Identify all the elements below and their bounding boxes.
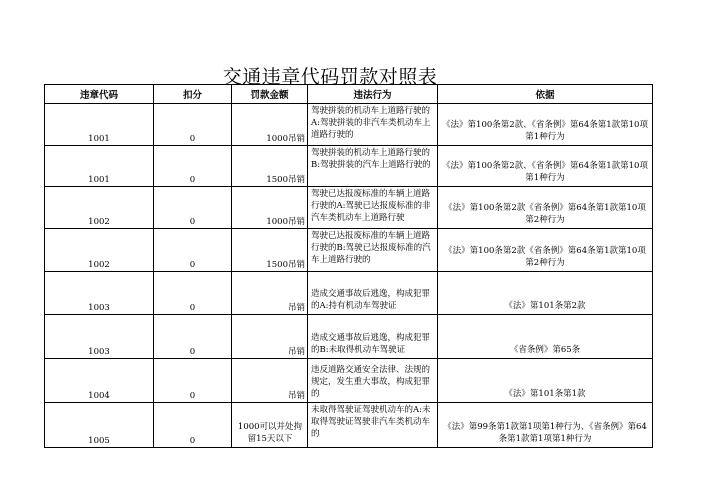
points-cell: 0 bbox=[154, 403, 232, 448]
table-row bbox=[45, 187, 653, 229]
header-fine: 罚款金额 bbox=[232, 85, 308, 104]
fine-cell: 1000吊销 bbox=[232, 104, 308, 146]
basis-cell: 《法》第100条第2款、《省条例》第64条第1款第10项第1种行为 bbox=[438, 146, 653, 187]
table-row bbox=[45, 104, 653, 146]
basis-cell: 《法》第100条第2款《省条例》第64条第1款第10项第2种行为 bbox=[438, 229, 653, 272]
basis-cell: 《省条例》第65条 bbox=[438, 315, 653, 359]
basis-cell: 《法》第101条第2款 bbox=[438, 272, 653, 315]
act-cell: 驾驶拼装的机动车上道路行驶的B:驾驶拼装的汽车上道路行驶的 bbox=[308, 146, 438, 187]
act-cell: 未取得驾驶证驾驶机动车的A:未取得驾驶证驾驶非汽车类机动车的 bbox=[308, 403, 438, 448]
points-cell: 0 bbox=[154, 146, 232, 187]
points-cell: 0 bbox=[154, 359, 232, 403]
code-cell: 1001 bbox=[45, 146, 154, 187]
header-basis: 依据 bbox=[438, 85, 653, 104]
violation-table bbox=[44, 84, 653, 448]
points-cell: 0 bbox=[154, 229, 232, 272]
points-cell: 0 bbox=[154, 187, 232, 229]
basis-cell: 《法》第99条第1款第1项第1种行为、《省条例》第64条第1款第1项第1种行为 bbox=[438, 403, 653, 448]
header-act: 违法行为 bbox=[308, 85, 438, 104]
code-cell: 1001 bbox=[45, 104, 154, 146]
table-row bbox=[45, 229, 653, 272]
act-cell: 驾驶已达报废标准的车辆上道路行驶的B:驾驶已达报废标准的汽车上道路行驶的 bbox=[308, 229, 438, 272]
act-cell: 违反道路交通安全法律、法规的规定，发生重大事故，构成犯罪的 bbox=[308, 359, 438, 403]
table-row bbox=[45, 359, 653, 403]
fine-cell: 1000可以并处拘留15天以下 bbox=[232, 403, 308, 448]
points-cell: 0 bbox=[154, 104, 232, 146]
code-cell: 1002 bbox=[45, 229, 154, 272]
header-row bbox=[45, 85, 653, 104]
code-cell: 1003 bbox=[45, 272, 154, 315]
code-cell: 1002 bbox=[45, 187, 154, 229]
page-title: 交通违章代码罚款对照表 bbox=[222, 66, 438, 88]
act-cell: 造成交通事故后逃逸，构成犯罪的B:未取得机动车驾驶证 bbox=[308, 315, 438, 359]
points-cell: 0 bbox=[154, 315, 232, 359]
table-row bbox=[45, 272, 653, 315]
act-cell: 驾驶已达报废标准的车辆上道路行驶的A:驾驶已达报废标准的非汽车类机动车上道路行驶 bbox=[308, 187, 438, 229]
fine-cell: 吊销 bbox=[232, 272, 308, 315]
code-cell: 1004 bbox=[45, 359, 154, 403]
fine-cell: 吊销 bbox=[232, 315, 308, 359]
act-cell: 造成交通事故后逃逸，构成犯罪的A:持有机动车驾驶证 bbox=[308, 272, 438, 315]
fine-cell: 1500吊销 bbox=[232, 146, 308, 187]
basis-cell: 《法》第101条第1款 bbox=[438, 359, 653, 403]
table-row bbox=[45, 403, 653, 448]
fine-cell: 1000吊销 bbox=[232, 187, 308, 229]
fine-cell: 吊销 bbox=[232, 359, 308, 403]
code-cell: 1003 bbox=[45, 315, 154, 359]
act-cell: 驾驶拼装的机动车上道路行驶的A:驾驶拼装的非汽车类机动车上道路行驶的 bbox=[308, 104, 438, 146]
basis-cell: 《法》第100条第2款《省条例》第64条第1款第10项第2种行为 bbox=[438, 187, 653, 229]
header-code: 违章代码 bbox=[45, 85, 154, 104]
header-points: 扣分 bbox=[154, 85, 232, 104]
table-row bbox=[45, 146, 653, 187]
fine-cell: 1500吊销 bbox=[232, 229, 308, 272]
points-cell: 0 bbox=[154, 272, 232, 315]
basis-cell: 《法》第100条第2款、《省条例》第64条第1款第10项第1种行为 bbox=[438, 104, 653, 146]
table-row bbox=[45, 315, 653, 359]
code-cell: 1005 bbox=[45, 403, 154, 448]
